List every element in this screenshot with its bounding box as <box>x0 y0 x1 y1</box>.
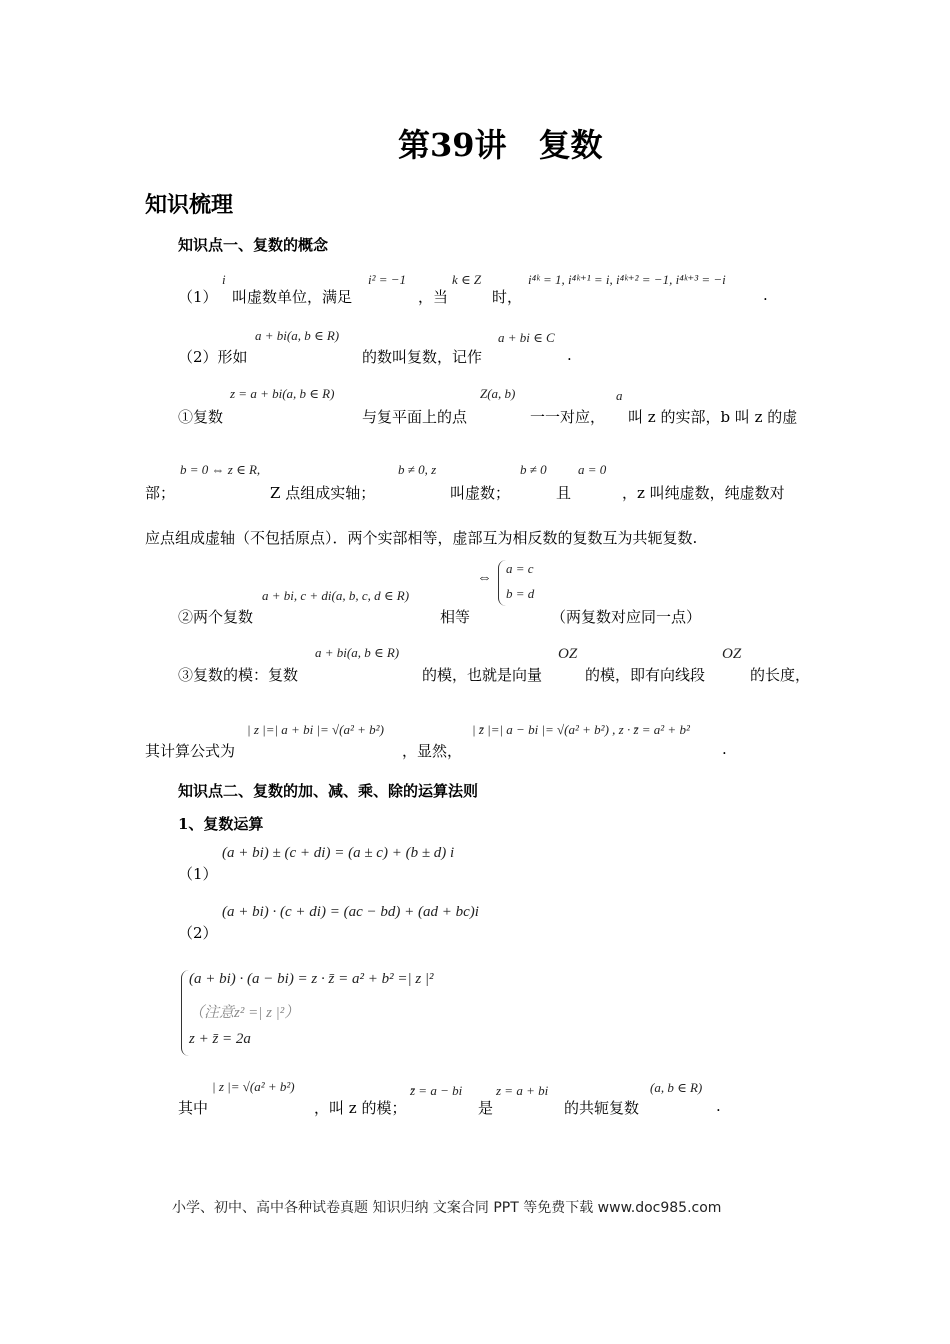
p3-text-3: 一一对应， <box>530 408 606 426</box>
p5-eq-3: OZ <box>722 646 742 662</box>
p3-text-2: 与复平面上的点 <box>362 408 468 426</box>
system-line-2: （注意z² =| z |²） <box>189 1005 300 1021</box>
last-eq-2: z̄ = a − bi <box>410 1083 463 1098</box>
iff-symbol: ⇔ <box>477 570 492 586</box>
p1-eq-3: i⁴ᵏ = 1, i⁴ᵏ⁺¹ = i, i⁴ᵏ⁺² = −1, i⁴ᵏ⁺³ = −i <box>528 272 726 287</box>
last-text-5: . <box>716 1097 721 1115</box>
last-eq-3: z = a + bi <box>496 1083 549 1098</box>
p2-num: （2）形如 <box>178 348 248 366</box>
p5-eq-1: a + bi(a, b ∈ R) <box>315 645 400 660</box>
p5-text-5: 其计算公式为 <box>145 742 236 760</box>
p5-text-7: . <box>722 740 727 758</box>
p3-eq-3: a <box>616 388 623 403</box>
system-line-1: (a + bi) · (a − bi) = z · z̄ = a² + b² =| z |² <box>189 971 434 987</box>
p4-text-3: （两复数对应同一点） <box>551 608 702 626</box>
p5-eq-5: | z̄ |=| a − bi |= √(a² + b²) , z · z̄ = a² + b² <box>472 722 690 737</box>
p3-text-1: ①复数 <box>178 408 224 426</box>
p3-eq-7: a = 0 <box>578 462 607 477</box>
section-heading: 知识梳理 <box>145 192 234 218</box>
p1-i: i <box>222 272 226 287</box>
p4-eq-1: a + bi, c + di(a, b, c, d ∈ R) <box>262 588 410 603</box>
p2-eq-2: a + bi ∈ C <box>498 330 555 345</box>
p5-eq-4: | z |=| a + bi |= √(a² + b²) <box>247 722 384 737</box>
p3-text-7: 叫虚数； <box>450 484 511 502</box>
p5-eq-2: OZ <box>558 646 578 662</box>
p1-eq-2: k ∈ Z <box>452 272 482 287</box>
p5-text-3: 的模，即有向线段 <box>585 666 706 684</box>
p3-eq-5: b ≠ 0, z <box>398 462 437 477</box>
p3-text-6: Z 点组成实轴； <box>270 484 376 502</box>
p3-eq-4: b = 0 ⇔ z ∈ R, <box>180 462 261 477</box>
last-text-2: ，叫 z 的模； <box>314 1099 407 1117</box>
p3-eq-1: z = a + bi(a, b ∈ R) <box>230 386 335 401</box>
p3-text-4: 叫 z 的实部，b 叫 z 的虚 <box>628 408 798 426</box>
p1-num: （1） <box>178 288 218 306</box>
rule-2-num: （2） <box>178 924 218 942</box>
rule-1-eq: (a + bi) ± (c + di) = (a ± c) + (b ± d) i <box>222 845 455 861</box>
last-eq-4: (a, b ∈ R) <box>650 1080 703 1095</box>
last-text-3: 是 <box>478 1099 494 1117</box>
rule-1-num: （1） <box>178 865 218 883</box>
p3-text-10: 应点组成虚轴（不包括原点）．两个实部相等，虚部互为相反数的复数互为共轭复数. <box>145 529 698 547</box>
page-title: 第39讲 复数 <box>398 126 603 164</box>
p5-text-1: ③复数的模：复数 <box>178 666 299 684</box>
p5-text-4: 的长度， <box>750 666 811 684</box>
kp2-subheading: 1、复数运算 <box>178 815 264 833</box>
p4-cond-1: a = c <box>506 561 534 576</box>
last-text-4: 的共轭复数 <box>564 1099 640 1117</box>
p1-text-4: . <box>763 286 768 304</box>
p5-text-6: ，显然， <box>402 742 463 760</box>
system-line-3: z + z̄ = 2a <box>189 1031 251 1047</box>
p3-eq-2: Z(a, b) <box>480 386 516 401</box>
p4-text-1: ②两个复数 <box>178 608 254 626</box>
kp1-heading: 知识点一、复数的概念 <box>178 236 329 254</box>
p1-text-3: 时， <box>492 288 523 306</box>
p5-text-2: 的模，也就是向量 <box>422 666 543 684</box>
p4-cond-2: b = d <box>506 586 535 601</box>
p2-text-1: 的数叫复数，记作 <box>362 348 483 366</box>
kp2-heading: 知识点二、复数的加、减、乘、除的运算法则 <box>178 782 479 800</box>
p2-text-2: . <box>567 346 572 364</box>
rule-2-eq: (a + bi) · (c + di) = (ac − bd) + (ad + bc)i <box>222 904 479 920</box>
p1-eq-1: i² = −1 <box>368 272 407 287</box>
p1-text-2: ，当 <box>418 288 449 306</box>
p3-eq-6: b ≠ 0 <box>520 462 547 477</box>
p4-text-2: 相等 <box>440 608 471 626</box>
last-eq-1: | z |= √(a² + b²) <box>212 1079 295 1094</box>
p2-eq-1: a + bi(a, b ∈ R) <box>255 328 340 343</box>
p3-text-9: ，z 叫纯虚数，纯虚数对 <box>622 484 785 502</box>
footer-text: 小学、初中、高中各种试卷真题 知识归纳 文案合同 PPT 等免费下载 www.doc985.com <box>172 1200 722 1216</box>
p3-text-5: 部； <box>145 484 176 502</box>
p3-text-8: 且 <box>556 484 572 502</box>
p1-text-1: 叫虚数单位，满足 <box>232 288 353 306</box>
last-text-1: 其中 <box>178 1099 209 1117</box>
